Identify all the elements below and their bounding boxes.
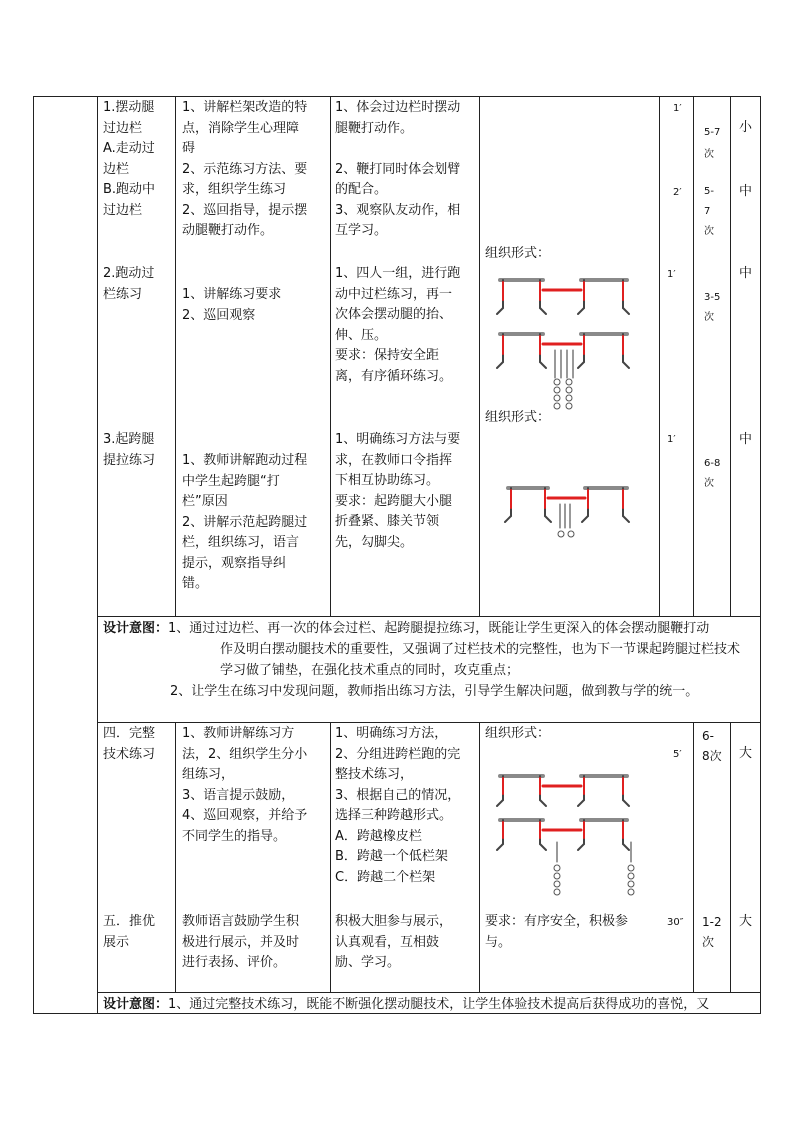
- intensity-cell: 大: [739, 746, 753, 761]
- hurdle-icon: [497, 334, 546, 368]
- org-label: 组织形式：: [485, 410, 551, 425]
- reps-cell: 1-2 次: [702, 915, 722, 949]
- grid-line: [760, 96, 761, 1014]
- teacher-cell: 教师语言鼓励学生积 极进行展示，并及时 进行表扬、评价。: [182, 914, 300, 970]
- design-intent: [103, 618, 759, 702]
- grid-line: [693, 96, 694, 616]
- design-intent: [103, 994, 759, 1015]
- students-icon: [558, 531, 574, 537]
- reps-cell: 5-7 次: [704, 127, 721, 160]
- teacher-cell: 1、教师讲解练习方 法，2、组织学生分小 组练习， 3、语言提示鼓励， 4、巡回观察，并给予 不同学生的指导。: [182, 726, 308, 844]
- teacher-cell: 1、讲解栏架改造的特 点，消除学生心理障 碍 2、示范练习方法、要 求，组织学生练习 2、巡回指导，提示摆 动腿鞭打动作。: [182, 100, 308, 238]
- time-cell: 5′: [673, 749, 682, 760]
- students-icon: [554, 379, 572, 409]
- grid-line: [330, 722, 331, 992]
- design-intent-label: 设计意图：: [103, 997, 169, 1012]
- hurdle-diagram: [503, 476, 633, 546]
- design-intent-text: 1、通过过边栏、再一次的体会过栏、起跨腿提拉练习，既能让学生更深入的体会摆动腿鞭打动: [168, 621, 710, 636]
- grid-line: [97, 96, 98, 1014]
- intensity-cell: 中: [739, 184, 753, 199]
- grid-line: [175, 96, 176, 616]
- grid-line: [330, 96, 331, 616]
- grid-line: [693, 722, 694, 992]
- student-cell: 1、四人一组，进行跑 动中过栏练习，再一 次体会摆动腿的抬、 伸、压。 要求：保持安全距 离，有序循环练习。: [335, 266, 461, 384]
- time-cell: 2′: [673, 187, 682, 198]
- content-cell: 四．完整 技术练习: [103, 726, 156, 762]
- design-intent-text: 作及明白摆动腿技术的重要性，又强调了过栏技术的完整性，也为下一节课起跨腿过栏技术: [220, 642, 741, 657]
- time-cell: 1′: [673, 103, 682, 114]
- student-cell: 积极大胆参与展示， 认真观看，互相鼓 励、学习。: [335, 914, 453, 970]
- hurdle-icon: [497, 280, 546, 314]
- reps-cell: 5- 7 次: [704, 186, 714, 237]
- hurdle-icon: [578, 776, 629, 806]
- teacher-cell: 1、讲解练习要求 2、巡回观察: [182, 287, 282, 323]
- time-cell: 1′: [667, 269, 676, 280]
- reps-cell: 3-5 次: [704, 292, 721, 323]
- hurdle-icon: [497, 776, 546, 806]
- org-label: 组织形式：: [485, 246, 551, 261]
- student-cell: 1、体会过边栏时摆动 腿鞭打动作。 2、鞭打同时体会划臂 的配合。 3、观察队友动作，相 互学习。: [335, 100, 461, 238]
- hurdle-icon: [497, 820, 546, 850]
- grid-line: [97, 616, 761, 617]
- grid-line: [97, 992, 761, 993]
- grid-line: [33, 96, 761, 97]
- reps-cell: 6-8 次: [704, 458, 721, 489]
- intensity-cell: 中: [739, 432, 753, 447]
- grid-line: [33, 96, 34, 1014]
- content-cell: 1.摆动腿 过边栏 A.走动过 边栏 B.跑动中 过边栏: [103, 100, 156, 218]
- content-cell: 3.起跨腿 提拉练习: [103, 432, 156, 468]
- hurdle-diagram: [495, 768, 635, 898]
- student-cell: 1、明确练习方法与要 求，在教师口令指挥 下相互协助练习。 要求：起跨腿大小腿 折叠紧、膝关节领 先，勾脚尖。: [335, 432, 461, 550]
- hurdle-icon: [505, 488, 551, 522]
- grid-line: [97, 722, 761, 723]
- intensity-cell: 中: [739, 266, 753, 281]
- hurdle-icon: [578, 334, 629, 368]
- org-label: 组织形式：: [485, 726, 551, 741]
- time-cell: 1′: [667, 434, 676, 445]
- reps-cell: 6- 8次: [702, 729, 722, 763]
- design-intent-text: 2、让学生在练习中发现问题，教师指出练习方法，引导学生解决问题，做到教与学的统一。: [170, 684, 699, 699]
- teacher-cell: 1、教师讲解跑动过程 中学生起跨腿“打 栏”原因 2、讲解示范起跨腿过 栏，组织练习，语言 提示，观察指导纠 错。: [182, 453, 308, 591]
- hurdle-icon: [582, 488, 629, 522]
- content-cell: 五．推优 展示: [103, 914, 156, 950]
- grid-line: [175, 722, 176, 992]
- grid-line: [730, 96, 731, 616]
- students-icon: [554, 865, 634, 895]
- grid-line: [730, 722, 731, 992]
- content-cell: 2.跑动过 栏练习: [103, 266, 155, 302]
- hurdle-icon: [578, 280, 629, 314]
- design-intent-text: 1、通过完整技术练习，既能不断强化摆动腿技术，让学生体验技术提高后获得成功的喜悦，又: [168, 997, 710, 1012]
- design-intent-text: 学习做了铺垫，在强化技术重点的同时，攻克重点；: [220, 663, 520, 678]
- intensity-cell: 小: [739, 120, 753, 135]
- design-intent-label: 设计意图：: [103, 621, 169, 636]
- student-cell: 1、明确练习方法， 2、分组进跨栏跑的完 整技术练习， 3、根据自己的情况， 选择三种跨越形式。 A．跨越橡皮栏 B．跨越一个低栏架 C．跨越二个栏架: [335, 726, 461, 885]
- hurdle-icon: [578, 820, 629, 850]
- grid-line: [659, 96, 660, 616]
- requirement-text: 要求：有序安全，积极参 与。: [485, 914, 629, 950]
- hurdle-diagram: [495, 268, 635, 418]
- lesson-plan-table: [33, 96, 761, 1014]
- time-cell: 30″: [667, 917, 684, 928]
- intensity-cell: 大: [739, 914, 753, 929]
